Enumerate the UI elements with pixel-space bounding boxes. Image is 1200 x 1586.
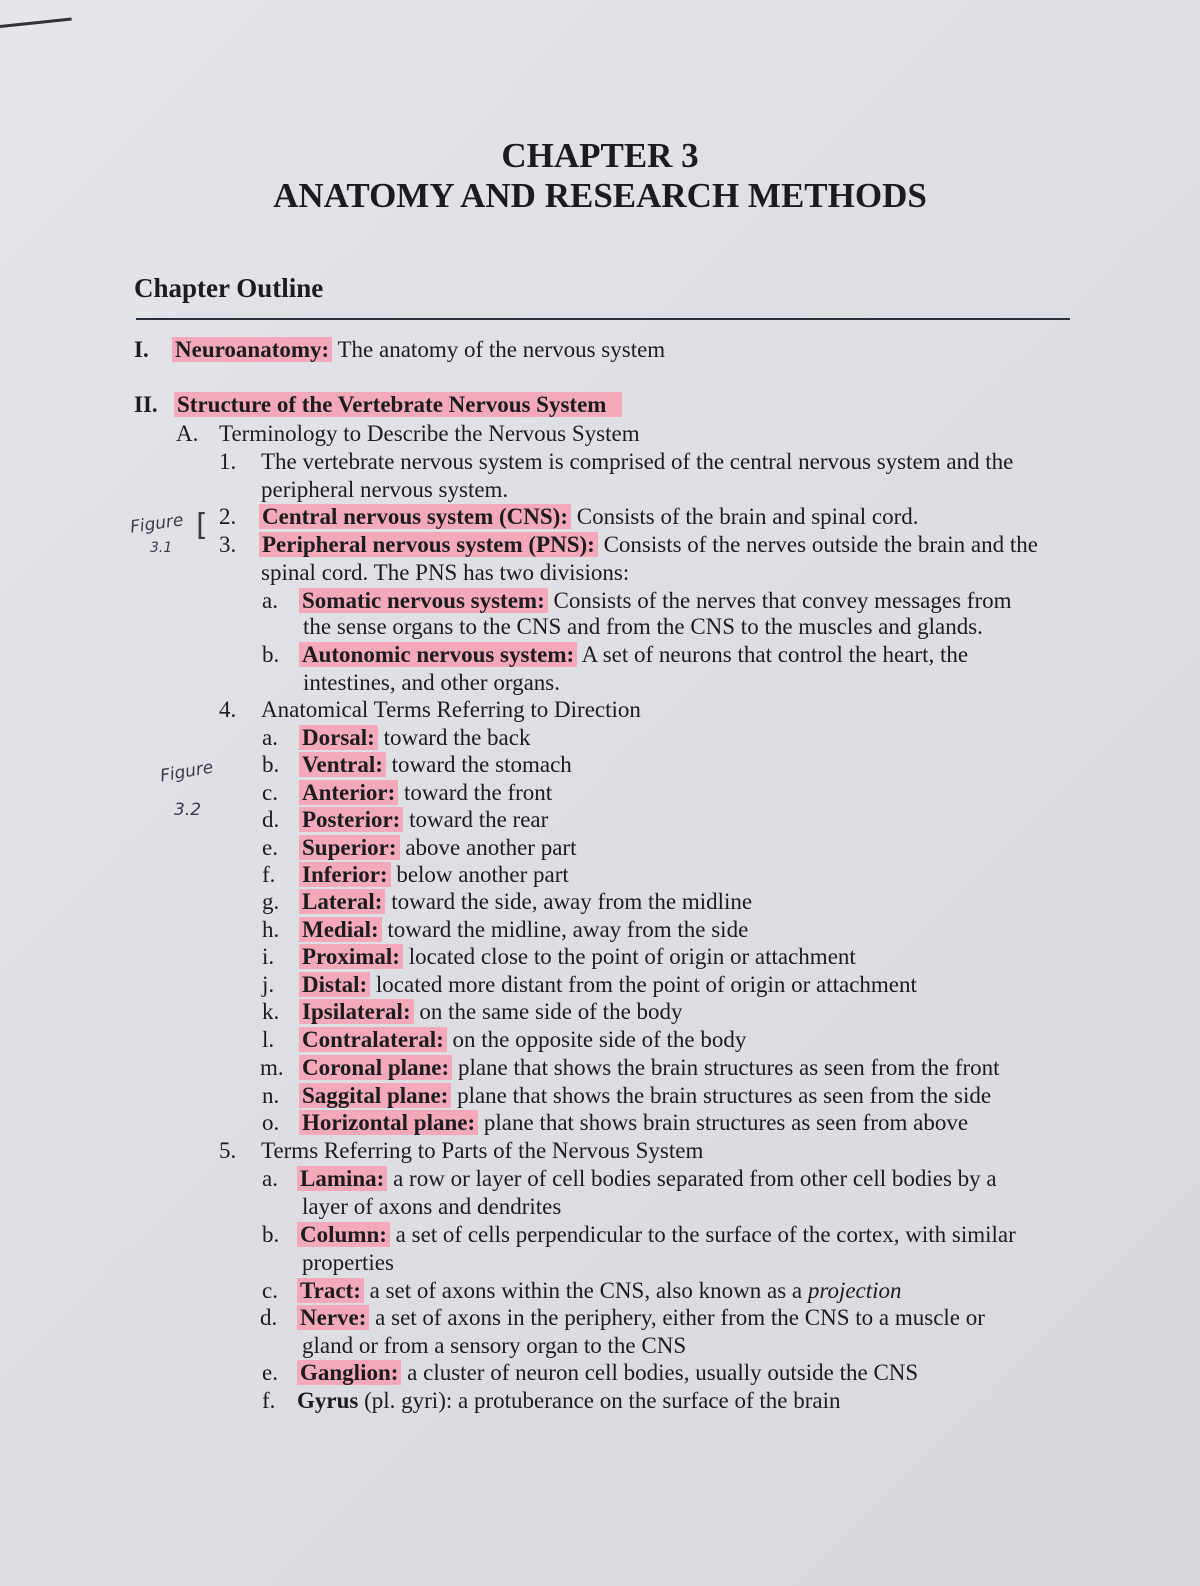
direction-term [299,834,576,862]
handwritten-bracket: [ [196,508,208,543]
term: Lamina: [297,1166,387,1191]
italic-term: projection [807,1278,902,1303]
definition: below another part [390,862,569,887]
direction-term [299,1054,1000,1082]
definition: Consists of the nerves outside the brain and the [597,532,1038,557]
handwritten-figure-number: 3.2 [174,800,202,820]
item-3a [299,587,1012,615]
term-marker: f. [262,862,276,887]
definition: a set of axons in the periphery, either from the CNS to a muscle or [369,1305,985,1330]
term: Inferior: [299,862,391,887]
subsection-a: Terminology to Describe the Nervous System [219,421,640,446]
term: Proximal: [299,944,403,969]
section-marker: II. [134,392,158,417]
term: Saggital plane: [299,1083,451,1108]
direction-term [299,916,748,944]
handwritten-figure-number: 3.1 [150,540,173,556]
definition: plane that shows the brain structures as seen from the side [451,1083,992,1108]
term: Ganglion: [297,1360,401,1385]
definition: Consists of the brain and spinal cord. [571,504,919,529]
definition: toward the stomach [385,752,572,777]
term-marker: d. [262,807,280,832]
definition: located close to the point of origin or attachment [402,944,856,969]
term: Superior: [299,835,400,860]
direction-term [299,943,856,971]
term: Distal: [299,972,370,997]
definition: a set of axons within the CNS, also known as a [363,1278,808,1303]
parts-term [297,1277,902,1305]
definition: a cluster of neuron cell bodies, usually outside the CNS [401,1360,919,1385]
term-marker: d. [260,1305,278,1330]
item-3b-cont: intestines, and other organs. [303,670,560,695]
item-1-cont: peripheral nervous system. [261,477,509,502]
term: Horizontal plane: [299,1110,478,1135]
parts-term [297,1165,997,1193]
term: Posterior: [299,807,403,832]
chapter-number: CHAPTER 3 [501,136,699,175]
direction-term [299,1026,746,1054]
definition: plane that shows the brain structures as seen from the front [452,1055,1000,1080]
parts-term [297,1304,985,1332]
term-marker: e. [262,1360,278,1385]
definition: toward the front [398,780,553,805]
definition: plane that shows brain structures as seen from above [478,1110,969,1135]
term-marker: m. [260,1055,284,1080]
term: Central nervous system (CNS): [259,504,571,529]
direction-term [299,1109,968,1137]
item-marker: 1. [219,449,237,474]
term-marker: a. [262,725,278,750]
parts-term-cont: layer of axons and dendrites [302,1194,562,1219]
term-marker: h. [262,917,280,942]
definition: A set of neurons that control the heart, the [577,642,969,667]
direction-term [299,806,548,834]
item-3a-cont: the sense organs to the CNS and from the CNS to the muscles and glands. [303,614,983,639]
chapter-title: ANATOMY AND RESEARCH METHODS [273,176,927,215]
definition: a row or layer of cell bodies separated from other cell bodies by a [387,1166,997,1191]
term-marker: o. [262,1110,280,1135]
item-3b [299,641,968,669]
term: Ventral: [299,752,386,777]
item-marker: 3. [219,532,237,557]
definition: toward the side, away from the midline [385,889,753,914]
section-title: Structure of the Vertebrate Nervous System [174,392,622,417]
direction-term [299,751,572,779]
definition: toward the midline, away from the side [381,917,749,942]
direction-term [299,1082,991,1110]
term-marker: k. [262,999,280,1024]
definition: on the opposite side of the body [446,1027,747,1052]
term-marker: c. [262,1278,278,1303]
term-marker: l. [262,1027,275,1052]
direction-term [299,779,552,807]
term: Nerve: [297,1305,369,1330]
heading-rule [136,318,1070,320]
parts-term [297,1359,918,1387]
term: Tract: [297,1278,364,1303]
item-marker: 5. [219,1138,237,1163]
item-marker: b. [262,642,280,667]
definition: a set of cells perpendicular to the surface of the cortex, with similar [389,1222,1016,1247]
pen-stroke [0,17,72,28]
term: Coronal plane: [299,1055,452,1080]
definition: above another part [399,835,577,860]
term-marker: b. [262,752,280,777]
term-marker: f. [262,1388,276,1413]
parts-term [297,1387,841,1415]
term-marker: b. [262,1222,280,1247]
parts-term-cont: gland or from a sensory organ to the CNS [302,1333,687,1358]
term: Medial: [299,917,382,942]
handwritten-figure-note: Figure [158,757,215,787]
term-marker: j. [262,972,275,997]
section-marker: I. [134,337,149,362]
item-5: Terms Referring to Parts of the Nervous System [261,1138,704,1163]
section-i [172,336,665,364]
term: Neuroanatomy: [172,337,332,362]
term: Ipsilateral: [299,999,414,1024]
definition: toward the back [377,725,531,750]
term-marker: a. [262,1166,278,1191]
term: Anterior: [299,780,398,805]
definition: Consists of the nerves that convey messages from [547,588,1012,613]
subsection-marker: A. [176,421,199,446]
term: Column: [297,1222,390,1247]
outline-heading: Chapter Outline [134,273,324,303]
term: Dorsal: [299,725,378,750]
definition: toward the rear [403,807,549,832]
item-2 [259,503,919,531]
definition: (pl. gyri): a protuberance on the surface of the brain [358,1388,841,1413]
item-marker: 4. [219,697,237,722]
term: Autonomic nervous system: [299,642,577,667]
item-marker: a. [262,588,278,613]
direction-term [299,861,569,889]
item-4: Anatomical Terms Referring to Direction [261,697,641,722]
definition: located more distant from the point of origin or attachment [370,972,917,997]
definition: The anatomy of the nervous system [332,337,666,362]
term-marker: g. [262,889,280,914]
term-marker: c. [262,780,278,805]
term: Somatic nervous system: [299,588,548,613]
term-marker: i. [262,944,275,969]
direction-term [299,998,683,1026]
handwritten-figure-note: Figure [128,510,185,538]
direction-term [299,971,917,999]
item-1: The vertebrate nervous system is comprised of the central nervous system and the [261,449,1014,474]
direction-term [299,724,530,752]
item-marker: 2. [219,504,237,529]
term: Contralateral: [299,1027,447,1052]
parts-term-cont: properties [302,1250,394,1275]
direction-term [299,888,752,916]
parts-term [297,1221,1016,1249]
term-marker: e. [262,835,278,860]
term: Gyrus [297,1388,359,1413]
term: Lateral: [299,889,385,914]
item-3 [259,531,1038,559]
item-3-cont: spinal cord. The PNS has two divisions: [261,560,630,585]
section-ii [174,391,622,419]
definition: on the same side of the body [413,999,683,1024]
term: Peripheral nervous system (PNS): [259,532,598,557]
term-marker: n. [262,1083,280,1108]
